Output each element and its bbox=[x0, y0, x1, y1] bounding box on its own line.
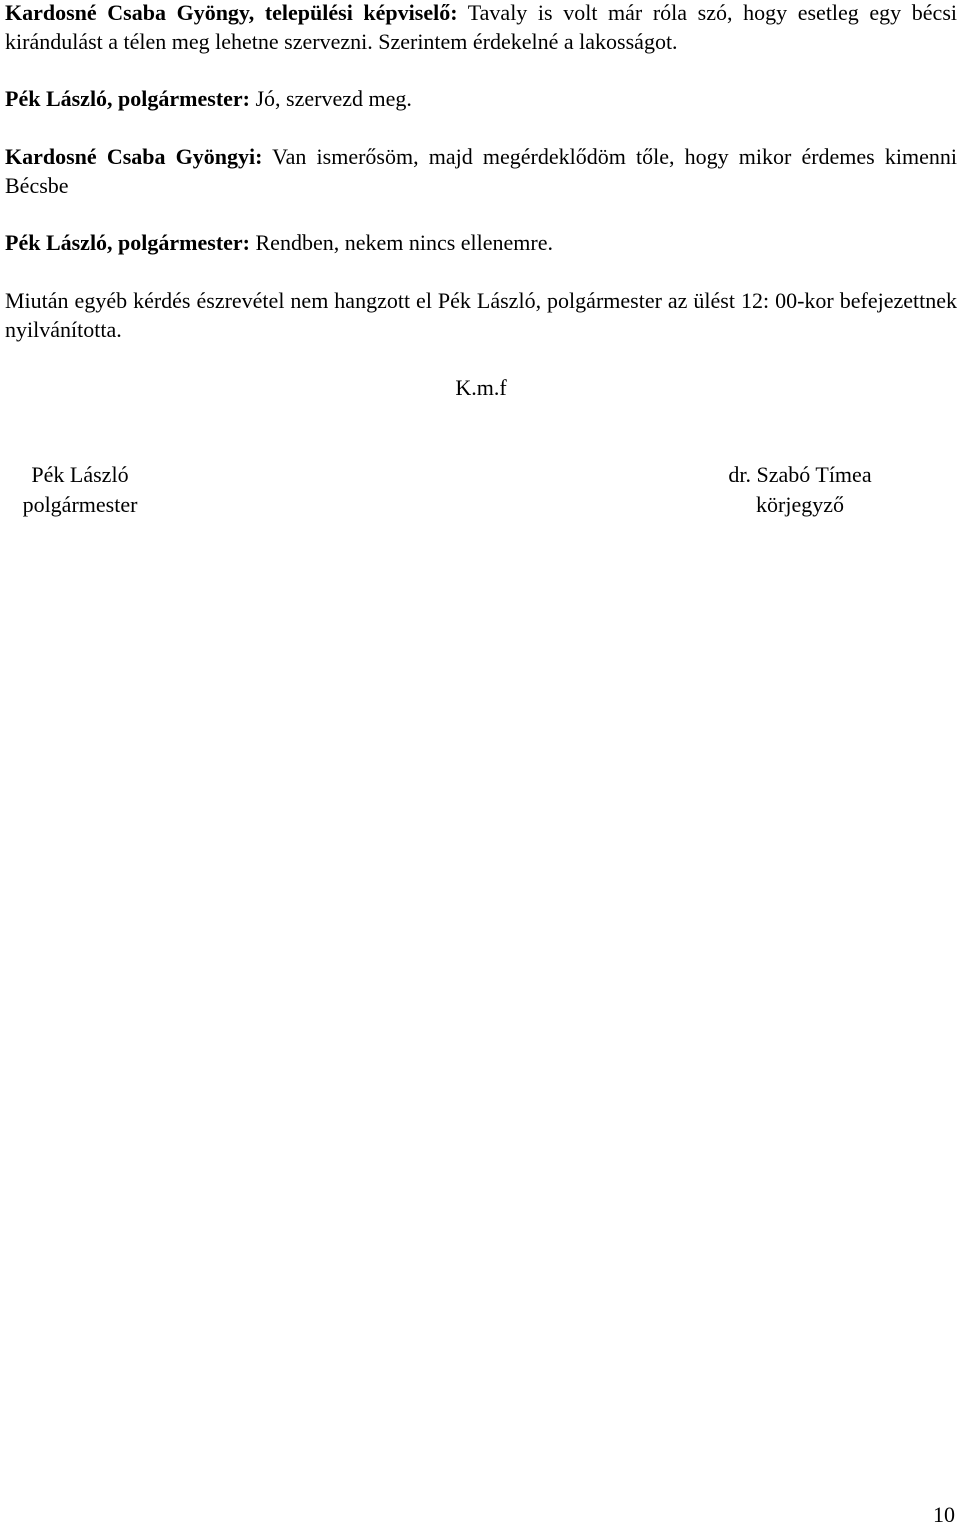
paragraph-text: Tavaly is volt már róla szó, hogy esetleg egy bécsi kirándulást a télen meg lehetne szervezni. Szerintem érdekelné a lakosságot. bbox=[5, 0, 957, 54]
speaker-label: Kardosné Csaba Gyöngyi: bbox=[5, 144, 263, 169]
paragraph-1 bbox=[5, 0, 957, 56]
paragraph-2 bbox=[5, 84, 957, 113]
signature-title: körjegyző bbox=[756, 492, 844, 517]
page-number: 10 bbox=[933, 1502, 955, 1527]
speaker-label: Kardosné Csaba Gyöngy, települési képviselő: bbox=[5, 0, 458, 25]
paragraph-closing bbox=[5, 286, 957, 344]
speaker-label: Pék László, polgármester: bbox=[5, 230, 250, 255]
signature-name: Pék László bbox=[31, 462, 129, 487]
paragraph-text: Rendben, nekem nincs ellenemre. bbox=[250, 230, 554, 255]
speaker-label: Pék László, polgármester: bbox=[5, 86, 250, 111]
paragraph-text: Miután egyéb kérdés észrevétel nem hangzott el Pék László, polgármester az ülést 12: 00-kor befejezettnek nyilvánította. bbox=[5, 288, 957, 342]
paragraph-text: Van ismerősöm, majd megérdeklődöm tőle, hogy mikor érdemes kimenni Bécsbe bbox=[5, 144, 957, 198]
paragraph-3 bbox=[5, 142, 957, 200]
paragraph-4 bbox=[5, 228, 957, 257]
signature-block-right bbox=[695, 460, 905, 520]
paragraph-text: Jó, szervezd meg. bbox=[250, 86, 412, 111]
kmf-line: K.m.f bbox=[455, 375, 507, 400]
signature-block-left bbox=[5, 460, 155, 520]
signature-title: polgármester bbox=[22, 492, 138, 517]
signature-name: dr. Szabó Tímea bbox=[728, 462, 872, 487]
